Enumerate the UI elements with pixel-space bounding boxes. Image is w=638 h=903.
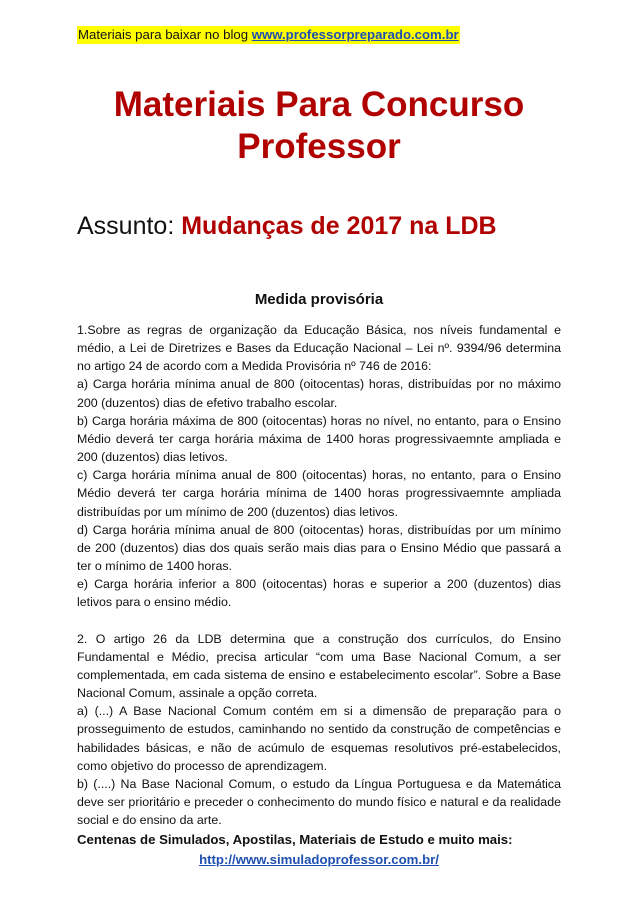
question-2-option-a: a) (...) A Base Nacional Comum contém em si a dimensão de preparação para o prosseguimento de estudos, caminhando no sentido da construção de competências e habilidades básicas, e não de acúmulo de esquemas resolutivos pré-estabelecidos, como objetivo do processo de aprendizagem.: [77, 704, 561, 773]
question-2-stem: 2. O artigo 26 da LDB determina que a construção dos currículos, do Ensino Fundamental e Médio, precisa articular “com uma Base Nacional Comum, a ser complementada, em cada sistema de ensino e estabelecimento escolar”. Sobre a Base Nacional Comum, assinale a opção correta.: [77, 631, 561, 701]
title-line-1: Materiais Para Concurso: [113, 85, 525, 124]
page-title: [60, 84, 578, 168]
footer-text: Centenas de Simulados, Apostilas, Materiais de Estudo e muito mais:: [77, 832, 513, 847]
question-1-option-e: e) Carga horária inferior a 800 (oitocentas) horas e superior a 200 (duzentos) dias letivos para o ensino médio.: [77, 577, 561, 610]
banner-text: Materiais para baixar no blog: [78, 27, 252, 42]
subject-value: Mudanças de 2017 na LDB: [181, 212, 497, 240]
question-1-option-b: b) Carga horária máxima de 800 (oitocentas) horas no nível, no entanto, para o Ensino Médio deverá ter carga horária máxima de 1400 horas progressivaemnte ampliada e 200 (duzentos) dias letivos.: [77, 413, 561, 465]
blog-banner: [77, 26, 460, 44]
subject-label: Assunto:: [77, 212, 182, 240]
section-heading: Medida provisória: [254, 291, 384, 308]
question-1-option-a: a) Carga horária mínima anual de 800 (oitocentas) horas, distribuídas por no máximo 200 (duzentos) dias de efetivo trabalho escolar.: [77, 377, 561, 410]
question-1-stem: 1.Sobre as regras de organização da Educação Básica, nos níveis fundamental e médio, a Lei de Diretrizes e Bases da Educação Nacional – Lei nº. 9394/96 determina no artigo 24 de acordo com a Medida Provisória nº 746 de 2016:: [77, 323, 561, 374]
subject-line: [77, 212, 497, 241]
paragraph-spacer: [77, 612, 561, 630]
title-line-2: Professor: [237, 127, 401, 166]
question-2-option-b: b) (....) Na Base Nacional Comum, o estudo da Língua Portuguesa e da Matemática deve ser prioritário e preceder o conhecimento do mundo físico e natural e da realidade social e do ensino da arte.: [77, 776, 561, 828]
footer: [77, 830, 561, 870]
question-1-option-c: c) Carga horária mínima anual de 800 (oitocentas) horas, no entanto, para o Ensino Médio deverá ter carga horária mínima de 1400 horas progressivaemnte ampliada distribuídas por um mínimo de 200 (duzentos) dias letivos.: [77, 468, 561, 519]
question-1-option-d: d) Carga horária mínima anual de 800 (oitocentas) horas, distribuídas por um mínimo de 200 (duzentos) dias dos quais serão mais dias para o Ensino Médio que passará a ter o mínimo de 1400 horas.: [77, 522, 561, 574]
question-body: [77, 321, 561, 829]
footer-link[interactable]: http://www.simuladoprofessor.com.br/: [199, 852, 439, 867]
blog-link[interactable]: www.professorpreparado.com.br: [251, 27, 459, 42]
